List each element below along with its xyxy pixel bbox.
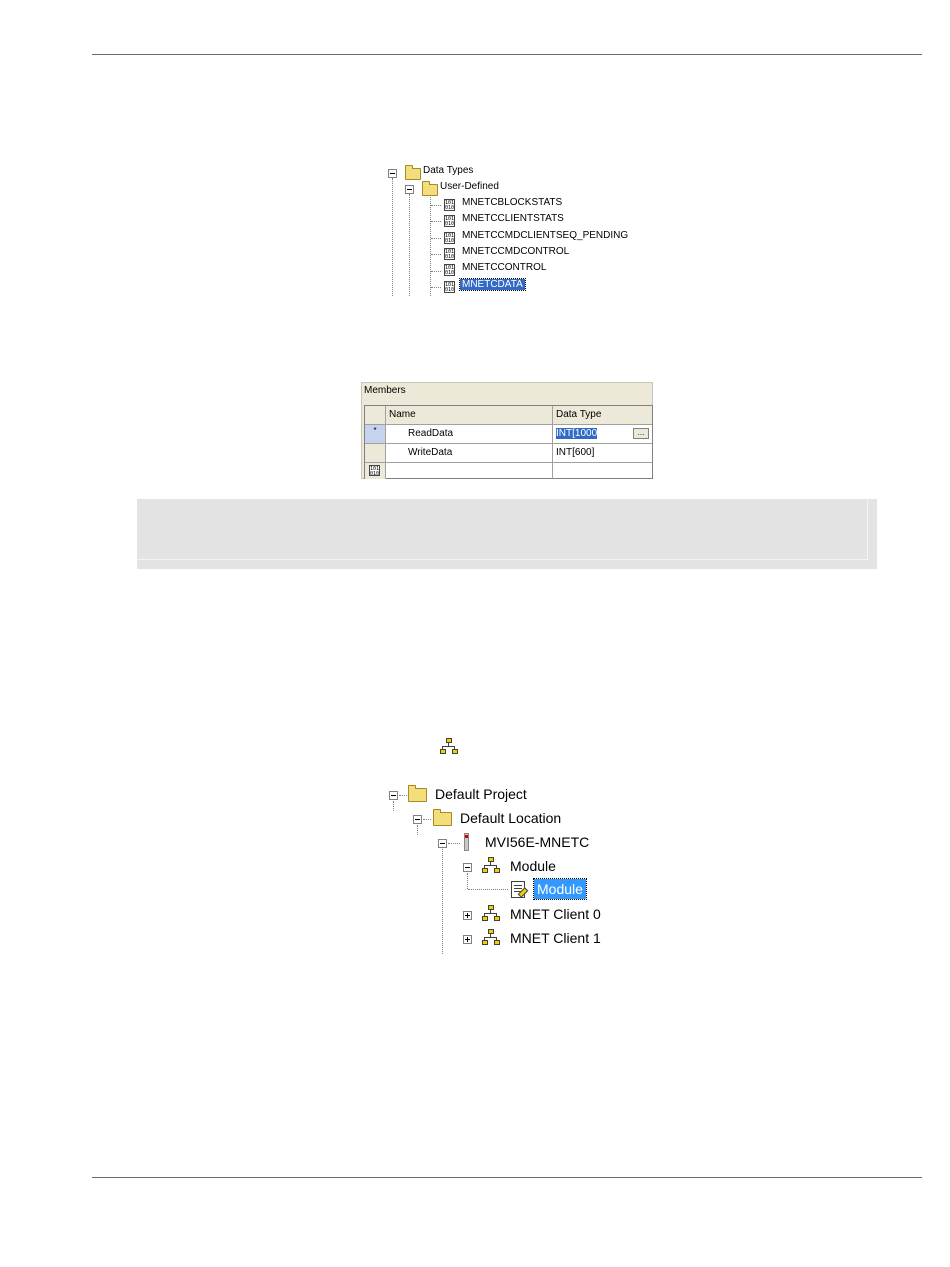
member-type-cell[interactable] <box>553 425 652 444</box>
collapse-icon[interactable] <box>463 863 472 872</box>
tree-guide-line <box>393 801 394 811</box>
folder-icon <box>408 788 427 802</box>
tree-item-module-group[interactable]: Module <box>510 858 556 874</box>
udt-icon: 101 010 <box>445 282 455 293</box>
tree-connector <box>431 254 441 255</box>
network-icon <box>440 738 458 754</box>
tree-item-data-types[interactable]: Data Types <box>423 165 474 176</box>
note-box <box>137 499 877 569</box>
new-row-header[interactable] <box>365 463 386 479</box>
expand-icon[interactable] <box>463 911 472 920</box>
row-header[interactable]: * <box>365 425 386 444</box>
tree-guide-line <box>392 178 393 296</box>
location-folder-icon <box>433 812 452 826</box>
collapse-icon[interactable] <box>389 791 398 800</box>
tree-item-user-defined[interactable]: User-Defined <box>440 181 499 192</box>
tree-item-udt[interactable]: MNETCCLIENTSTATS <box>462 213 564 224</box>
tree-item-module-selected[interactable]: Module <box>534 879 586 899</box>
network-icon <box>482 905 500 921</box>
udt-icon: 101 010 <box>445 216 455 227</box>
collapse-icon[interactable] <box>413 815 422 824</box>
note-box-inner <box>137 499 868 560</box>
new-member-name-cell[interactable] <box>386 463 553 479</box>
tree-guide-line <box>442 849 443 954</box>
tree-item-udt[interactable]: MNETCCMDCONTROL <box>462 246 570 257</box>
tree-guide-line <box>430 194 431 296</box>
tree-connector <box>431 271 441 272</box>
udt-icon: 101 010 <box>445 200 455 211</box>
footer-rule <box>92 1177 922 1178</box>
tree-item-udt-selected[interactable]: MNETCDATA <box>462 279 523 290</box>
tree-connector <box>431 238 441 239</box>
member-type-value: INT[1000 <box>556 428 598 439</box>
column-header-data-type[interactable]: Data Type <box>553 406 652 425</box>
udt-icon: 101 010 <box>370 466 380 476</box>
udt-icon: 101 010 <box>445 265 455 276</box>
tree-item-udt[interactable]: MNETCCONTROL <box>462 262 547 273</box>
tree-item-mvi56e-mnetc[interactable]: MVI56E-MNETC <box>485 834 590 850</box>
header-rule <box>92 54 922 55</box>
module-icon <box>464 833 469 851</box>
ellipsis-button[interactable]: ... <box>633 428 649 439</box>
udt-icon: 101 010 <box>445 233 455 244</box>
tree-item-mnet-client-1[interactable]: MNET Client 1 <box>510 930 601 946</box>
collapse-icon[interactable] <box>405 185 414 194</box>
tree-connector <box>399 795 407 796</box>
network-icon <box>482 857 500 873</box>
tree-connector <box>431 205 441 206</box>
member-name-cell[interactable]: WriteData <box>386 444 553 463</box>
tree-connector <box>468 889 508 890</box>
column-header-name[interactable]: Name <box>386 406 553 425</box>
data-types-tree <box>386 164 656 296</box>
folder-icon <box>422 184 438 196</box>
network-icon <box>482 929 500 945</box>
grid-corner <box>365 406 386 425</box>
tree-item-udt[interactable]: MNETCCMDCLIENTSEQ_PENDING <box>462 230 629 241</box>
tree-guide-line <box>409 194 410 296</box>
project-tree <box>386 782 646 954</box>
tree-item-default-project[interactable]: Default Project <box>435 786 527 802</box>
edit-icon <box>511 881 525 898</box>
tree-item-mnet-client-0[interactable]: MNET Client 0 <box>510 906 601 922</box>
new-member-type-cell[interactable] <box>553 463 652 479</box>
member-name-cell[interactable]: ReadData <box>386 425 553 444</box>
tree-connector <box>431 287 441 288</box>
tree-connector <box>423 819 431 820</box>
expand-icon[interactable] <box>463 935 472 944</box>
row-header[interactable] <box>365 444 386 463</box>
folder-icon <box>405 168 421 180</box>
tree-item-udt[interactable]: MNETCBLOCKSTATS <box>462 197 563 208</box>
members-panel <box>361 382 653 479</box>
tree-connector <box>448 843 460 844</box>
collapse-icon[interactable] <box>438 839 447 848</box>
tree-guide-line <box>417 825 418 835</box>
members-caption: Members <box>364 385 406 396</box>
udt-icon: 101 010 <box>445 249 455 260</box>
tree-guide-line <box>467 873 468 889</box>
members-grid <box>364 405 653 479</box>
tree-item-default-location[interactable]: Default Location <box>460 810 562 826</box>
member-type-cell[interactable]: INT[600] <box>553 444 652 463</box>
tree-connector <box>431 221 441 222</box>
collapse-icon[interactable] <box>388 169 397 178</box>
